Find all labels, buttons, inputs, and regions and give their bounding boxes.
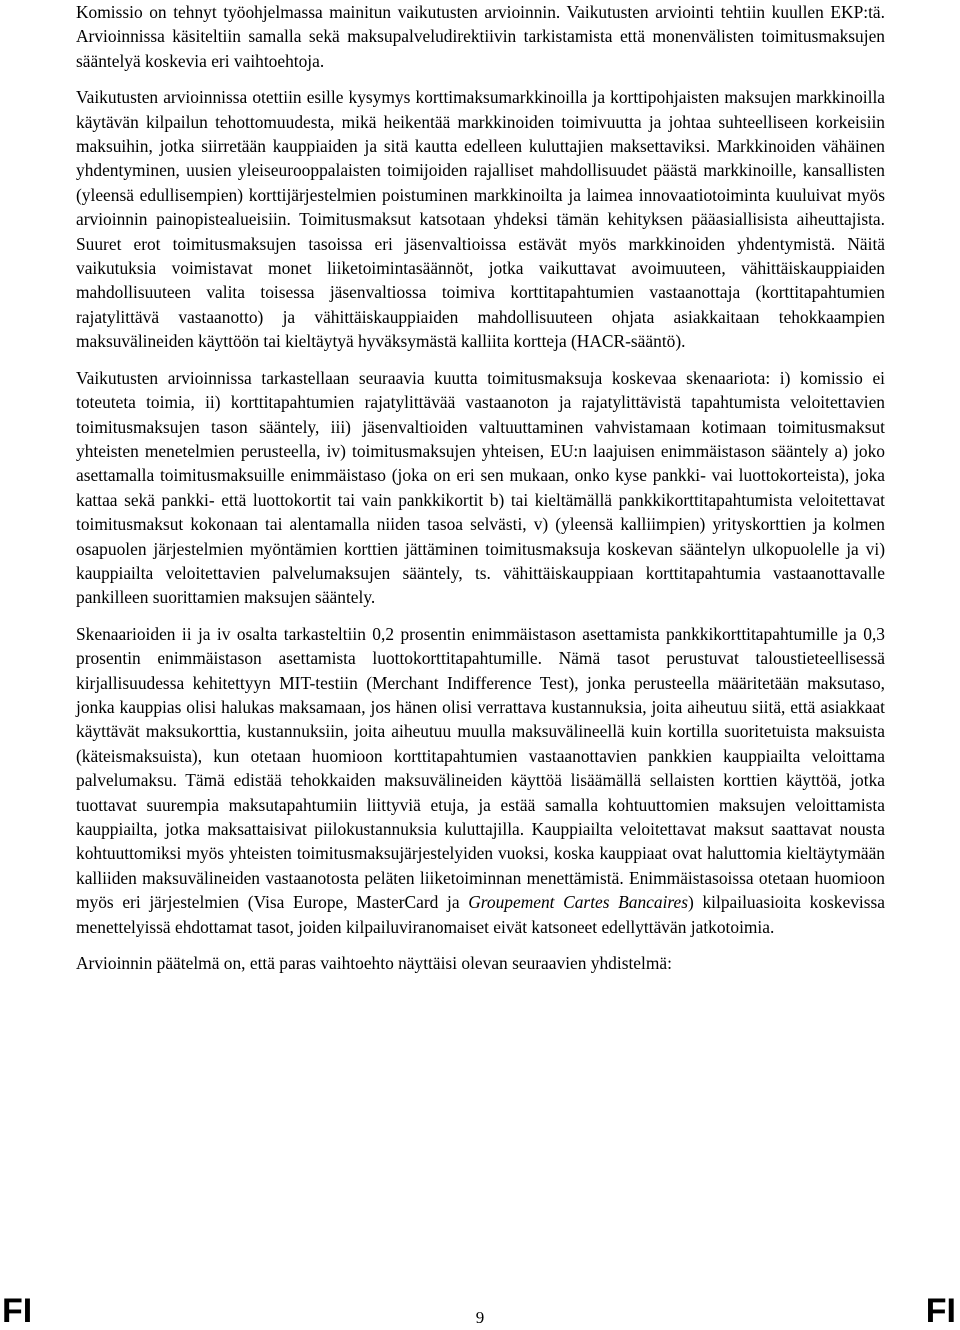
language-code-left: FI bbox=[2, 1292, 33, 1330]
page-footer bbox=[0, 1286, 960, 1330]
paragraph-scenarios: Vaikutusten arvioinnissa tarkastellaan seuraavia kuutta toimitusmaksuja koskevaa skenaariota: i) komissio ei toteuteta toimia, ii) korttitapahtumien rajatylittävää vastaanoton ja rajatylittävistä tapahtumista veloitettavien toimitusmaksujen tason sääntely, iii) jäsenvaltioiden valtuuttaminen vahvistamaan kotimaan toimitusmaksut yhteisten menetelmien perusteella, iv) toimitusmaksujen yhteisen, EU:n laajuisen enimmäistason sääntely a) joko asettamalla toimitusmaksuille enimmäistaso (joka on eri sen mukaan, onko kyse pankki- vai luottokorteista), joka kattaa sekä pankki- että luottokortit tai vain pankkikortit b) tai kieltämällä pankkikorttitapahtumista veloitettavat toimitusmaksut kokonaan tai alentamalla niiden tasoa selvästi, v) (yleensä kalliimpien) yrityskorttien ja kolmen osapuolen järjestelmien myöntämien korttien jättäminen toimitusmaksuja koskevan sääntelyn ulkopuolelle ja vi) kauppiailta veloitettavien palvelumaksujen sääntely, ts. vähittäiskauppiaan korttitapahtumia vastaanottavalle pankilleen suorittamien maksujen sääntely. bbox=[76, 367, 885, 608]
paragraph-caps bbox=[76, 622, 885, 939]
document-body bbox=[76, 0, 885, 999]
caps-text-end: ) kilpailuasioita koskevissa menettelyissä ehdottamat tasot, joiden kilpailuviranomaiset eivät katsoneet edellyttävän jatkotoimia. bbox=[76, 892, 885, 937]
caps-text-italic: Groupement Cartes Bancaires bbox=[468, 892, 689, 913]
language-code-right: FI bbox=[925, 1292, 956, 1330]
caps-text-start: Skenaarioiden ii ja iv osalta tarkasteltiin 0,2 prosentin enimmäistason asettamista pankkikorttitapahtumille ja 0,3 prosentin enimmäistason asettamista luottokorttitapahtumille. Nämä tasot perustuvat taloustieteellisessä kirjallisuudessa kehitettyyn MIT-testiin (Merchant Indifference Test), jonka perusteella määritetään maksutaso, jonka kauppias olisi halukas maksamaan, jos hänen olisi verrattava kustannuksia, joita aiheutuu siitä, että asiakkaat käyttävät maksukorttia, kustannuksiin, joita aiheutuu muulla maksuvälineellä kuin kortilla suoritetuista maksuista (käteismaksuista), kun otetaan huomioon korttitapahtumien vastaanottavien pankkien kauppiailta veloittama palvelumaksu. Tämä edistää tehokkaiden maksuvälineiden käyttöä lisäämällä sellaisten korttien käyttöä, jotka tuottavat suurempia maksutapahtumiin liittyviä etuja, ja estää samalla kohtuuttomien maksujen veloittamista kauppiailta, jotka maksattaisivat piilokustannuksia kuluttajilla. Kauppiailta veloitettavat maksut saattavat nousta kohtuuttomiksi myös yhteisten toimitusmaksujärjestelyiden vuoksi, koska kauppiaat ovat haluttomia kieltäytymään kalliiden maksuvälineiden vastaanotosta peläten liiketoiminnan menettämistä. Enimmäistasoissa otetaan huomioon myös eri järjestelmien (Visa Europe, MasterCard ja bbox=[76, 623, 885, 913]
paragraph-impact-assessment: Vaikutusten arvioinnissa otettiin esille kysymys korttimaksumarkkinoilla ja korttipohjaisten maksujen markkinoilla käytävän kilpailun tehottomuudesta, mikä heikentää markkinoiden toimivuutta ja johtaa suhteelliseen korkeisiin maksuihin, jotka siirretään kauppiaiden ja sitä kautta edelleen kuluttajien maksettaviksi. Markkinoiden vähäinen yhdentyminen, uusien yleiseurooppalaisten toimijoiden rajalliset mahdollisuudet päästä markkinoille, kansallisten (yleensä edullisempien) korttijärjestelmien poistuminen markkinoilta ja laimea innovaatiotoiminta kuuluivat myös arvioinnin painopistealueisiin. Toimitusmaksut katsotaan yhdeksi tämän kehityksen pääasiallisista aiheuttajista. Suuret erot toimitusmaksujen tasoissa eri jäsenvaltioissa estävät myös markkinoiden yhdentymistä. Näitä vaikutuksia voimistavat monet liiketoimintasäännöt, jotka vaikuttavat avoimuuteen, vähittäiskauppiaiden mahdollisuuteen valita toisessa jäsenvaltiossa toimiva korttitapahtumien vastaanottaja (korttitapahtumien rajatylittävä vastaanotto) ja vähittäiskauppiaiden mahdollisuuteen ohjata asiakkaitaan tehokkaampien maksuvälineiden käyttöön tai kieltäytyä hyväksymästä kalliita kortteja (HACR-sääntö). bbox=[76, 87, 885, 352]
paragraph-intro: Komissio on tehnyt työohjelmassa mainitun vaikutusten arvioinnin. Vaikutusten arviointi tehtiin kuullen EKP:tä. Arvioinnissa käsiteltiin samalla sekä maksupalveludirektiivin tarkistamista että monenvälisten toimitusmaksujen sääntelyä koskevia eri vaihtoehtoja. bbox=[76, 2, 885, 71]
paragraph-conclusion: Arvioinnin päätelmä on, että paras vaihtoehto näyttäisi olevan seuraavien yhdistelmä: bbox=[76, 953, 672, 974]
page-number: 9 bbox=[475, 1308, 485, 1327]
